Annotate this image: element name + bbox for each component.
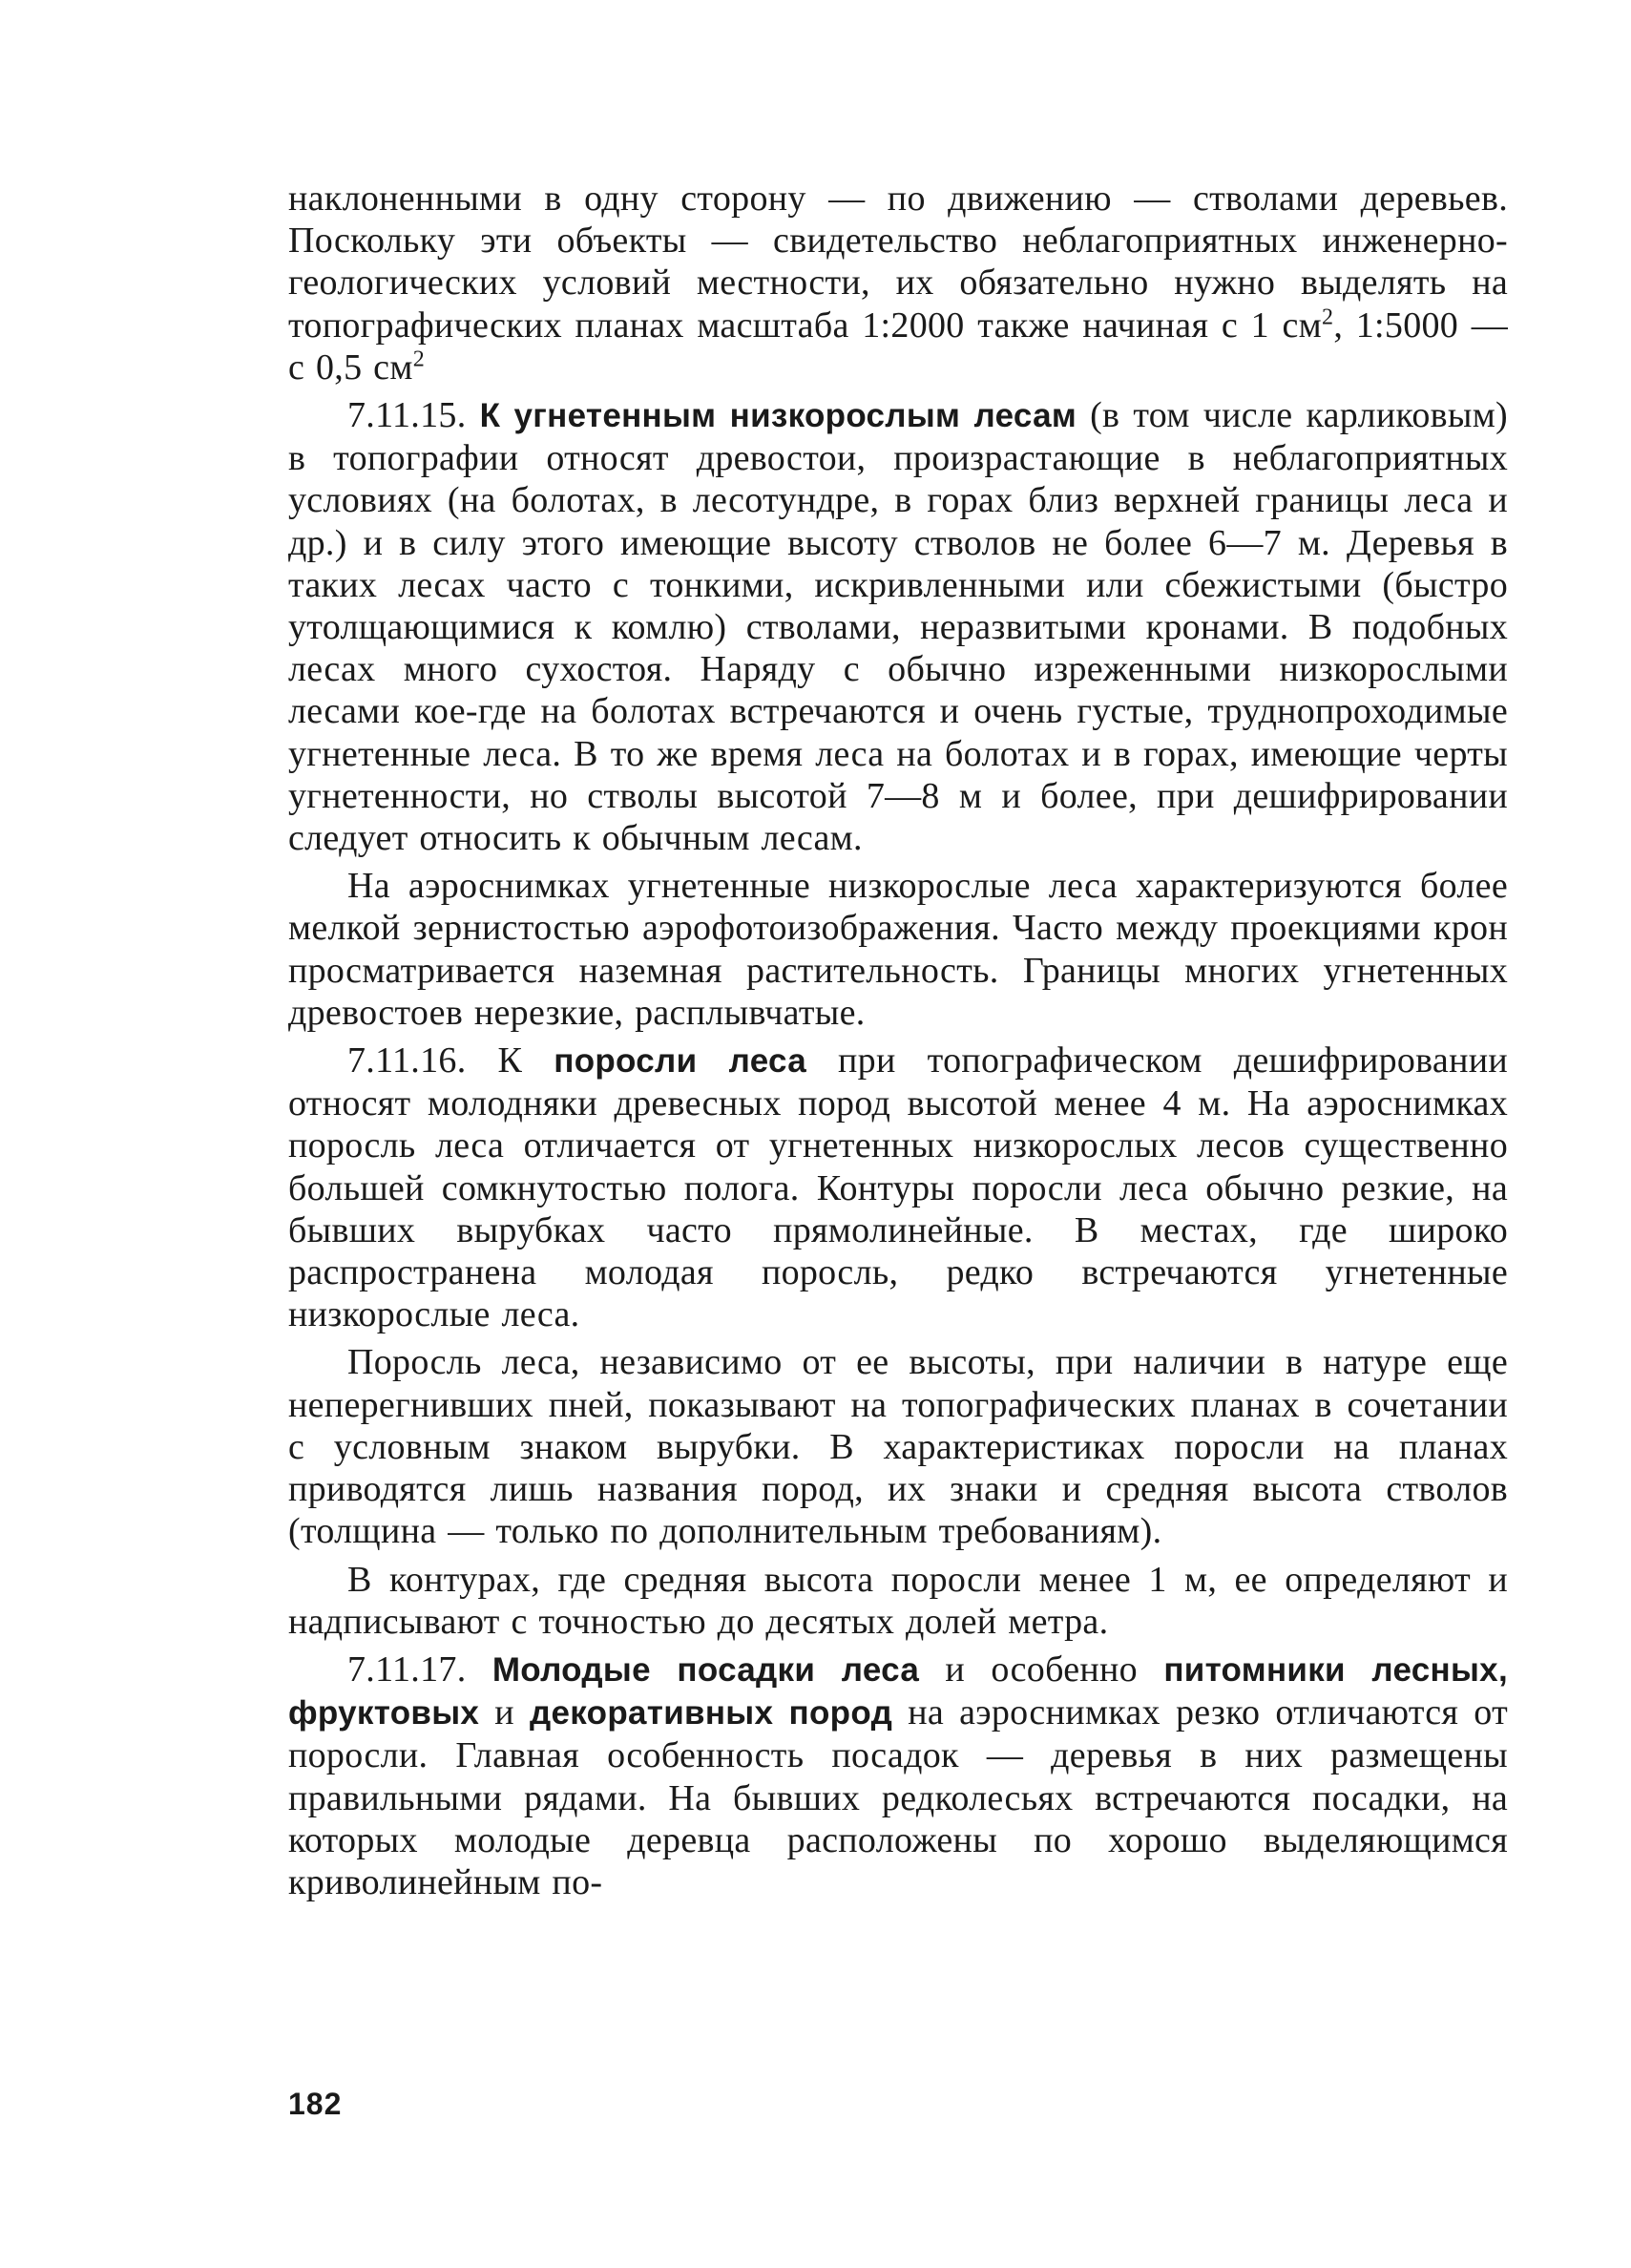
bold-term: питомники лесных, фруктовых <box>288 1650 1508 1732</box>
page-number: 182 <box>288 2087 343 2121</box>
text-run: , 1:5000 — с 0,5 см <box>288 304 1508 388</box>
paragraph <box>288 1040 1508 1335</box>
text-run: наклоненными в одну сторону — по движению — стволами деревьев. Поскольку эти объекты — свидетельство неблагоприятных инженерно-геологических условий местности, их обязательно нужно выделять на топографических планах масштаба 1:2000 также начиная с 1 см <box>288 178 1508 346</box>
paragraph <box>288 394 1508 859</box>
bold-term: Молодые посадки леса <box>491 1650 920 1689</box>
bold-term: поросли леса <box>554 1042 806 1081</box>
text-run: на аэроснимках резко отличаются от поросли. Главная особенность посадок — деревья в них размещены правильными рядами. На бывших редколесьях встречаются посадки, на которых молодые деревца расположены по хорошо выделяющимся криволинейным по- <box>288 1692 1508 1902</box>
text-run: На аэроснимках угнетенные низкорослые леса характеризуются более мелкой зернистостью аэрофотоизображения. Часто между проекциями крон просматривается наземная растительность. Границы многих угнетенных древостоев нерезкие, расплывчатые. <box>288 866 1508 1033</box>
paragraph <box>288 178 1508 388</box>
paragraph <box>288 1341 1508 1552</box>
text-run: при топографическом дешифрировании относят молодняки древесных пород высотой менее 4 м. На аэроснимках поросль леса отличается от угнетенных низкорослых лесов существенно большей сомкнутостью полога. Контуры поросли леса обычно резкие, на бывших вырубках часто прямолинейные. В местах, где широко распространена молодая поросль, редко встречаются угнетенные низкорослые леса. <box>288 1040 1508 1335</box>
text-run: 7.11.17. <box>347 1648 492 1690</box>
text-run: и особенно <box>919 1648 1164 1690</box>
paragraph <box>288 865 1508 1034</box>
text-run: Поросль леса, независимо от ее высоты, при наличии в натуре еще неперегнивших пней, показывают на топографических планах в сочетании с условным знаком вырубки. В характеристиках поросли на планах приводятся лишь названия пород, их знаки и средняя высота стволов (толщина — только по дополнительным требованиям). <box>288 1342 1508 1552</box>
superscript: 2 <box>1322 304 1334 329</box>
superscript: 2 <box>412 346 425 372</box>
bold-term: К угнетенным низкорослым лесам <box>479 397 1077 435</box>
text-run: 7.11.16. К <box>347 1040 554 1082</box>
text-column <box>288 178 1508 1909</box>
paragraph <box>288 1648 1508 1903</box>
paragraph <box>288 1559 1508 1643</box>
bold-term: декоративных пород <box>530 1694 893 1732</box>
text-run: (в том числе карликовым) в топографии относят древостои, произрастающие в неблагоприятных условиях (на болотах, в лесотундре, в горах близ верхней границы леса и др.) и в силу этого имеющие высоту стволов не более 6—7 м. Деревья в таких лесах часто с тонкими, искривленными или сбежистыми (быстро утолщающимися к комлю) стволами, неразвитыми кронами. В подобных лесах много сухостоя. Наряду с обычно изреженными низкорослыми лесами кое-где на болотах встречаются и очень густые, труднопроходимые угнетенные леса. В то же время леса на болотах и в горах, имеющие черты угнетенности, но стволы высотой 7—8 м и более, при дешифрировании следует относить к обычным лесам. <box>288 395 1508 859</box>
text-run: и <box>479 1692 530 1733</box>
text-run: 7.11.15. <box>347 395 480 436</box>
text-run: В контурах, где средняя высота поросли менее 1 м, ее определяют и надписывают с точностью до десятых долей метра. <box>288 1559 1508 1642</box>
